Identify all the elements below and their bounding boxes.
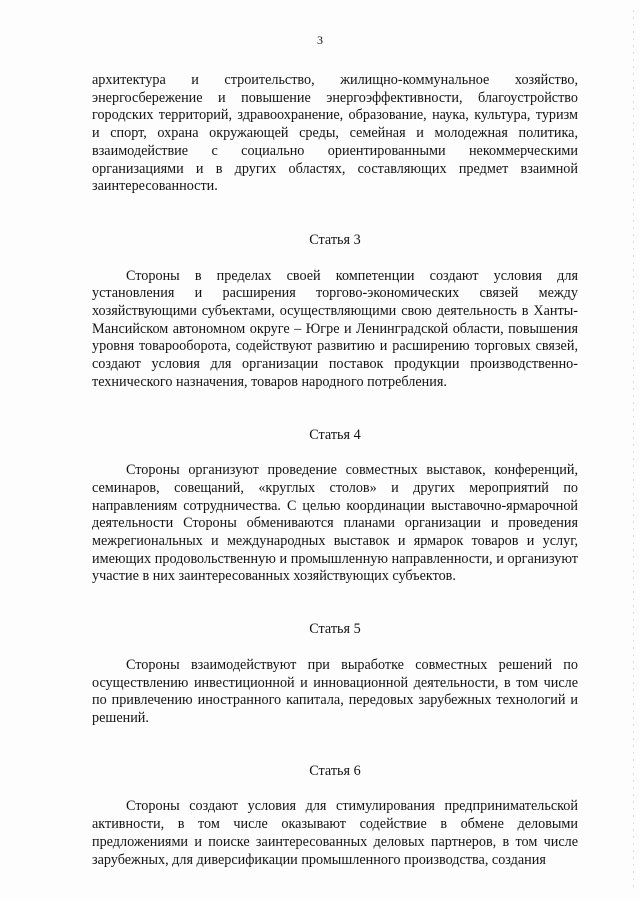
article-4-text: Стороны организуют проведение совместных выставок, конференций, семинаров, совещаний, «круглых столов» и других мероприятий по направлениям сотрудничества. С целью координации выставочно-ярмарочной деятельности Стороны обмениваются планами организации и проведения межрегиональных и международных выставок и ярмарок товаров и услуг, имеющих продовольственную и промышленную направленности, и организуют участие в них заинтересованных хозяйствующих субъектов. bbox=[92, 462, 578, 585]
article-3-text: Стороны в пределах своей компетенции создают условия для установления и расширения торгово-экономических связей между хозяйствующими субъектами, осуществляющими свою деятельность в Ханты-Мансийском автономном округе – Югре и Ленинградской области, повышения уровня товарооборота, содействуют развитию и расширению торговых связей, создают условия для организации поставок продукции производственно-технического назначения, товаров народного потребления. bbox=[92, 267, 578, 390]
article-5-heading: Статья 5 bbox=[309, 621, 361, 638]
scan-edge-mark bbox=[633, 10, 634, 890]
article-6-heading: Статья 6 bbox=[309, 762, 361, 779]
page-number: 3 bbox=[317, 33, 323, 47]
article-4-heading: Статья 4 bbox=[309, 426, 361, 443]
intro-paragraph: архитектура и строительство, жилищно-коммунальное хозяйство, энергосбережение и повышение энергоэффективности, благоустройство городских территорий, здравоохранение, образование, наука, культура, туризм и спорт, охрана окружающей среды, семейная и молодежная политика, взаимодействие с социально ориентированными некоммерческими организациями и в других областях, составляющих предмет взаимной заинтересованности. bbox=[92, 72, 578, 195]
article-5-text: Стороны взаимодействуют при выработке совместных решений по осуществлению инвестиционной и инновационной деятельности, в том числе по привлечению иностранного капитала, передовых зарубежных технологий и решений. bbox=[92, 656, 578, 726]
article-3-heading: Статья 3 bbox=[309, 231, 361, 248]
article-6-text: Стороны создают условия для стимулирования предпринимательской активности, в том числе оказывают содействие в обмене деловыми предложениями и поиске заинтересованных деловых партнеров, в том числе зарубежных, для диверсификации промышленного производства, создания bbox=[92, 798, 578, 868]
document-body bbox=[92, 72, 578, 869]
